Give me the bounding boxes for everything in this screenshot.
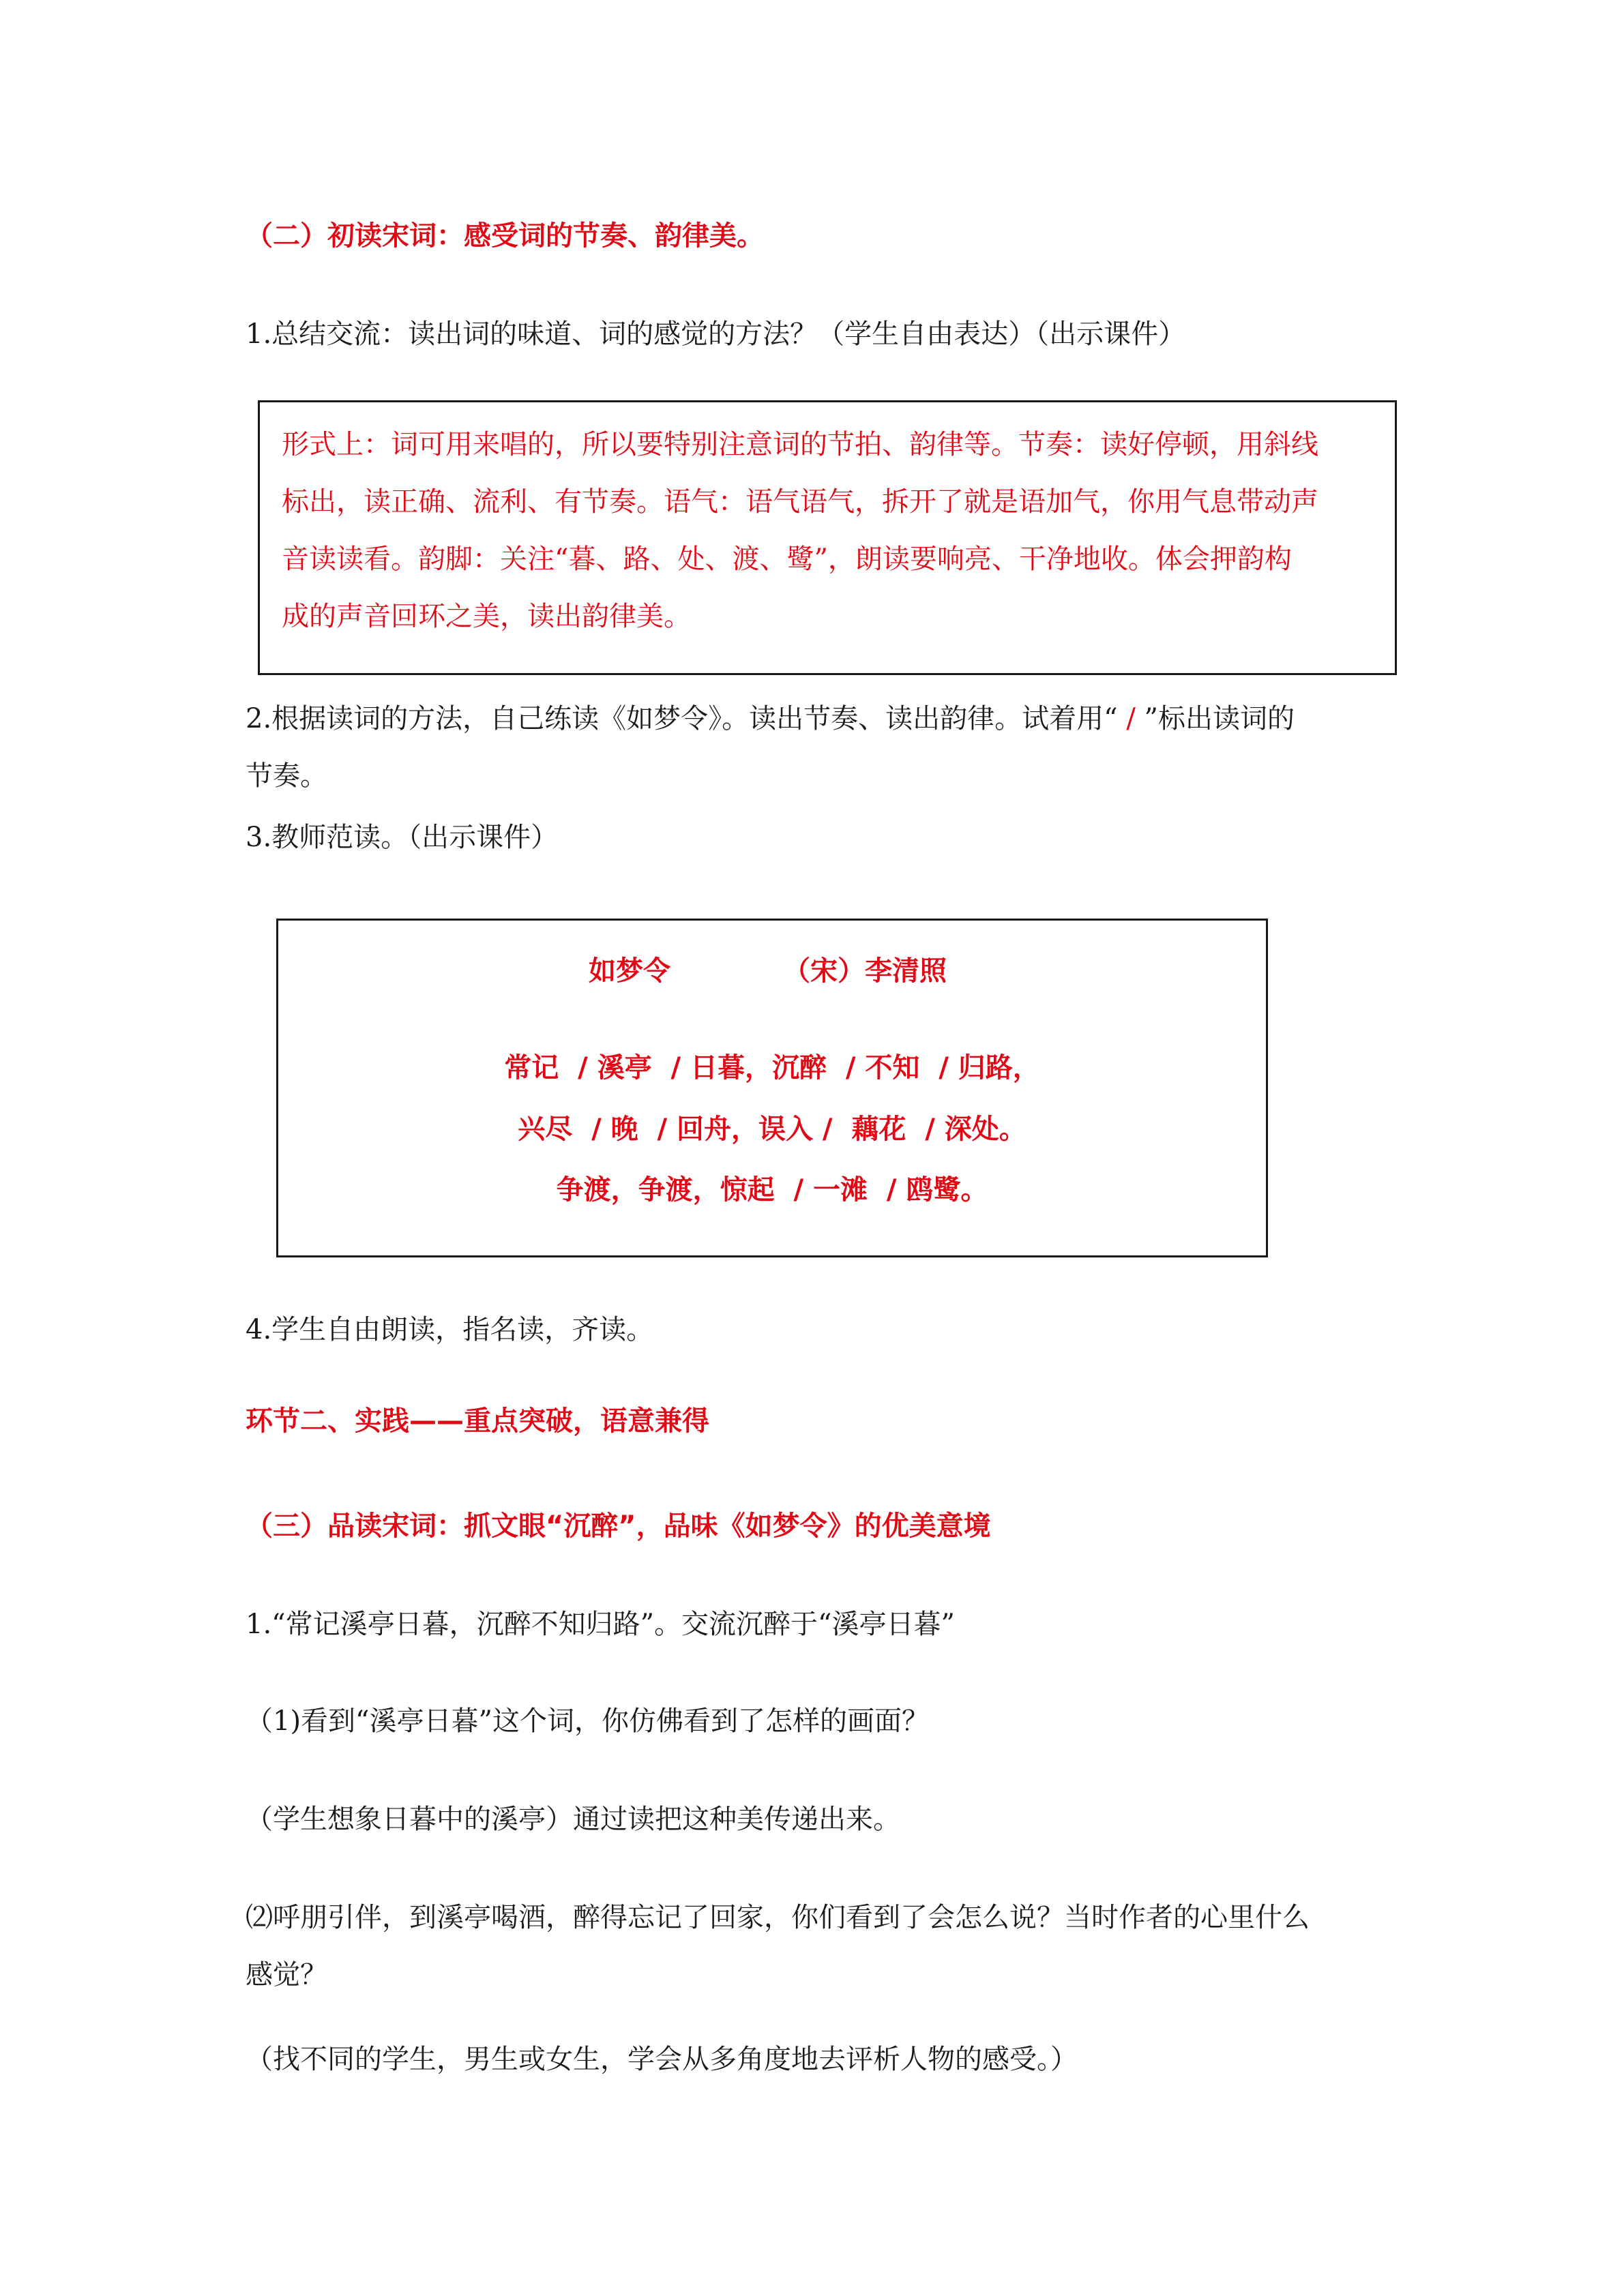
stage-heading-practice: 环节二、实践——重点突破，语意兼得 [246, 1405, 709, 1437]
instruction-item-2-text-end: ”标出读词的 [1144, 703, 1295, 734]
appreciation-answer-1: （学生想象日暮中的溪亭）通过读把这种美传递出来。 [246, 1804, 900, 1835]
reading-method-line-4: 成的声音回环之美，读出韵律美。 [282, 601, 691, 632]
instruction-item-2-text: 2.根据读词的方法，自己练读《如梦令》。读出节奏、读出韵律。试着用“ [246, 703, 1118, 734]
poem-title: 如梦令 [589, 955, 670, 987]
slash-mark: / [1117, 703, 1145, 734]
appreciation-question-2: ⑵呼朋引伴，到溪亭喝酒，醉得忘记了回家，你们看到了会怎么说？当时作者的心里什么 [246, 1902, 1310, 1933]
instruction-item-2-continuation: 节奏。 [246, 760, 327, 792]
section-heading-appreciation: （三）品读宋词：抓文眼“沉醉”，品味《如梦令》的优美意境 [246, 1510, 991, 1542]
poem-box [276, 919, 1268, 1257]
poem-line-2: 兴尽 / 晚 / 回舟，误入 / 藕花 / 深处。 [518, 1114, 1027, 1145]
appreciation-item-1: 1.“常记溪亭日暮，沉醉不知归路”。交流沉醉于“溪亭日暮” [246, 1609, 955, 1640]
reading-method-line-3: 音读读看。韵脚：关注“暮、路、处、渡、鹭”，朗读要响亮、干净地收。体会押韵构 [282, 543, 1292, 575]
poem-line-1: 常记 / 溪亭 / 日暮，沉醉 / 不知 / 归路， [504, 1052, 1040, 1084]
appreciation-question-1: （1)看到“溪亭日暮”这个词，你仿佛看到了怎样的画面？ [246, 1705, 929, 1737]
reading-method-line-1: 形式上：词可用来唱的，所以要特别注意词的节拍、韵律等。节奏：读好停顿，用斜线 [282, 429, 1318, 460]
instruction-item-3: 3.教师范读。（出示课件） [246, 822, 559, 853]
reading-method-box [258, 400, 1397, 675]
appreciation-question-2-continuation: 感觉？ [246, 1959, 327, 1991]
appreciation-answer-2: （找不同的学生，男生或女生，学会从多角度地去评析人物的感受。） [246, 2044, 1078, 2075]
section-heading-first-reading: （二）初读宋词：感受词的节奏、韵律美。 [246, 220, 764, 252]
poem-line-3: 争渡，争渡，惊起 / 一滩 / 鸥鹭。 [556, 1174, 988, 1206]
instruction-item-4: 4.学生自由朗读，指名读，齐读。 [246, 1314, 654, 1345]
instruction-item-2 [246, 689, 1295, 749]
instruction-item-1: 1.总结交流：读出词的味道、词的感觉的方法？（学生自由表达）（出示课件） [246, 318, 1186, 350]
reading-method-line-2: 标出，读正确、流利、有节奏。语气：语气语气，拆开了就是语加气，你用气息带动声 [282, 486, 1318, 518]
poem-author: （宋）李清照 [783, 955, 947, 987]
